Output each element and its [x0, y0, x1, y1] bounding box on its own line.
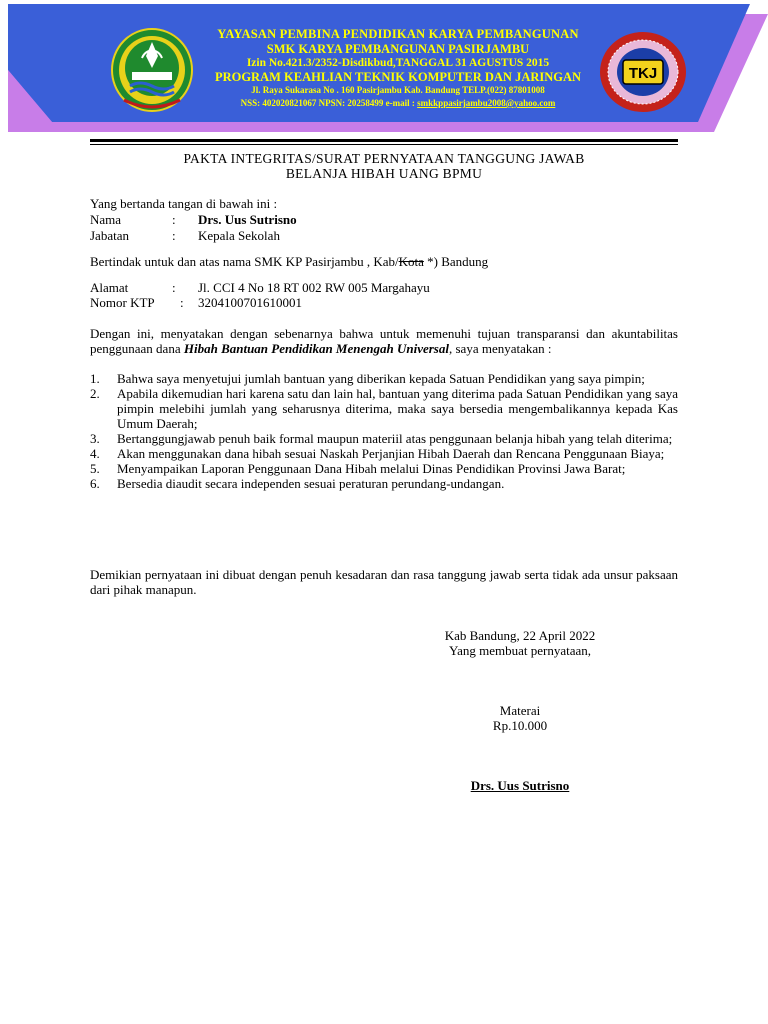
name-label: Nama [90, 212, 122, 227]
header-divider-thick [90, 139, 678, 142]
acting-on-behalf: Bertindak untuk dan atas nama SMK KP Pasirjambu , Kab/Kota *) Bandung [90, 254, 489, 269]
document-title: PAKTA INTEGRITAS/SURAT PERNYATAAN TANGGUNG JAWAB [183, 151, 585, 166]
list-item: 5. Menyampaikan Laporan Penggunaan Dana Hibah melalui Dinas Pendidikan Provinsi Jawa Barat; [90, 461, 626, 476]
signer-caption: Yang membuat pernyataan, [448, 643, 591, 658]
closing-paragraph: Demikian pernyataan ini dibuat dengan penuh kesadaran dan rasa tanggung jawab serta tidak ada unsur paksaan dari pihak manapun. [90, 567, 678, 597]
program-name: PROGRAM KEAHLIAN TEKNIK KOMPUTER DAN JARINGAN [214, 70, 582, 84]
position-label: Jabatan [90, 228, 129, 243]
name-value: Drs. Uus Sutrisno [198, 212, 297, 227]
ktp-row: Nomor KTP : 3204100701610001 [90, 295, 302, 310]
document-subtitle: BELANJA HIBAH UANG BPMU [285, 166, 483, 181]
struck-text: Kota [398, 254, 424, 269]
list-item: 1. Bahwa saya menyetujui jumlah bantuan yang diberikan kepada Satuan Pendidikan yang saya pimpin; [90, 371, 645, 386]
svg-text:TKJ: TKJ [628, 65, 658, 82]
position-row: Jabatan : Kepala Sekolah [90, 228, 280, 243]
ktp-label: Nomor KTP [90, 295, 155, 310]
email-link[interactable]: smkkppasirjambu2008@yahoo.com [417, 98, 556, 108]
school-name: SMK KARYA PEMBANGUNAN PASIRJAMBU [266, 42, 530, 56]
stamp-value: Rp.10.000 [492, 718, 548, 733]
foundation-name: YAYASAN PEMBINA PENDIDIKAN KARYA PEMBANGUNAN [217, 27, 579, 41]
letterhead-text [196, 27, 600, 109]
tkj-emblem-icon [598, 30, 688, 114]
address-label: Alamat [90, 280, 129, 295]
ktp-value: 3204100701610001 [198, 295, 302, 310]
place-date: Kab Bandung, 22 April 2022 [444, 628, 596, 643]
list-item: 6. Bersedia diaudit secara independen sesuai peraturan perundang-undangan. [90, 476, 505, 491]
stamp-label: Materai [499, 703, 541, 718]
program-emphasis: Hibah Bantuan Pendidikan Menengah Universal [183, 341, 449, 356]
permit-line: Izin No.421.3/2352-Disdikbud,TANGGAL 31 AGUSTUS 2015 [246, 57, 550, 69]
address-row: Alamat : Jl. CCI 4 No 18 RT 002 RW 005 Margahayu [90, 280, 430, 295]
list-item: 4. Akan menggunakan dana hibah sesuai Naskah Perjanjian Hibah Daerah dan Rencana Penggunaan Biaya; [90, 446, 665, 461]
address-line: Jl. Raya Sukarasa No . 160 Pasirjambu Kab. Bandung TELP.(022) 87801008 [251, 85, 545, 95]
signer-name: Drs. Uus Sutrisno [470, 778, 570, 793]
intro-text: Yang bertanda tangan di bawah ini : [90, 196, 278, 211]
statement-paragraph: Dengan ini, menyatakan dengan sebenarnya bahwa untuk memenuhi tujuan transparansi dan akuntabilitas penggunaan dana Hibah Bantuan Pendidikan Menengah Universal, saya menyatakan : [90, 326, 678, 356]
list-item: 3. Bertanggungjawab penuh baik formal maupun materiil atas penggunaan belanja hibah yang telah diterima; [90, 431, 673, 446]
west-java-emblem-icon [110, 28, 194, 112]
header-divider-thin [90, 144, 678, 145]
name-row: Nama : Drs. Uus Sutrisno [90, 212, 297, 227]
commitment-list [90, 371, 678, 491]
list-item: 2. Apabila dikemudian hari karena satu dan lain hal, bantuan yang diterima pada Satuan Pendidikan yang saya pimpin melebihi jumlah yang seharusnya diterima, maka saya bersedia mengembalikannya kepada Kas Umum Daerah; [90, 386, 678, 431]
contact-line: NSS: 402020821067 NPSN: 20258499 e-mail : smkkppasirjambu2008@yahoo.com [240, 98, 556, 108]
address-value: Jl. CCI 4 No 18 RT 002 RW 005 Margahayu [198, 280, 430, 295]
position-value: Kepala Sekolah [198, 228, 280, 243]
